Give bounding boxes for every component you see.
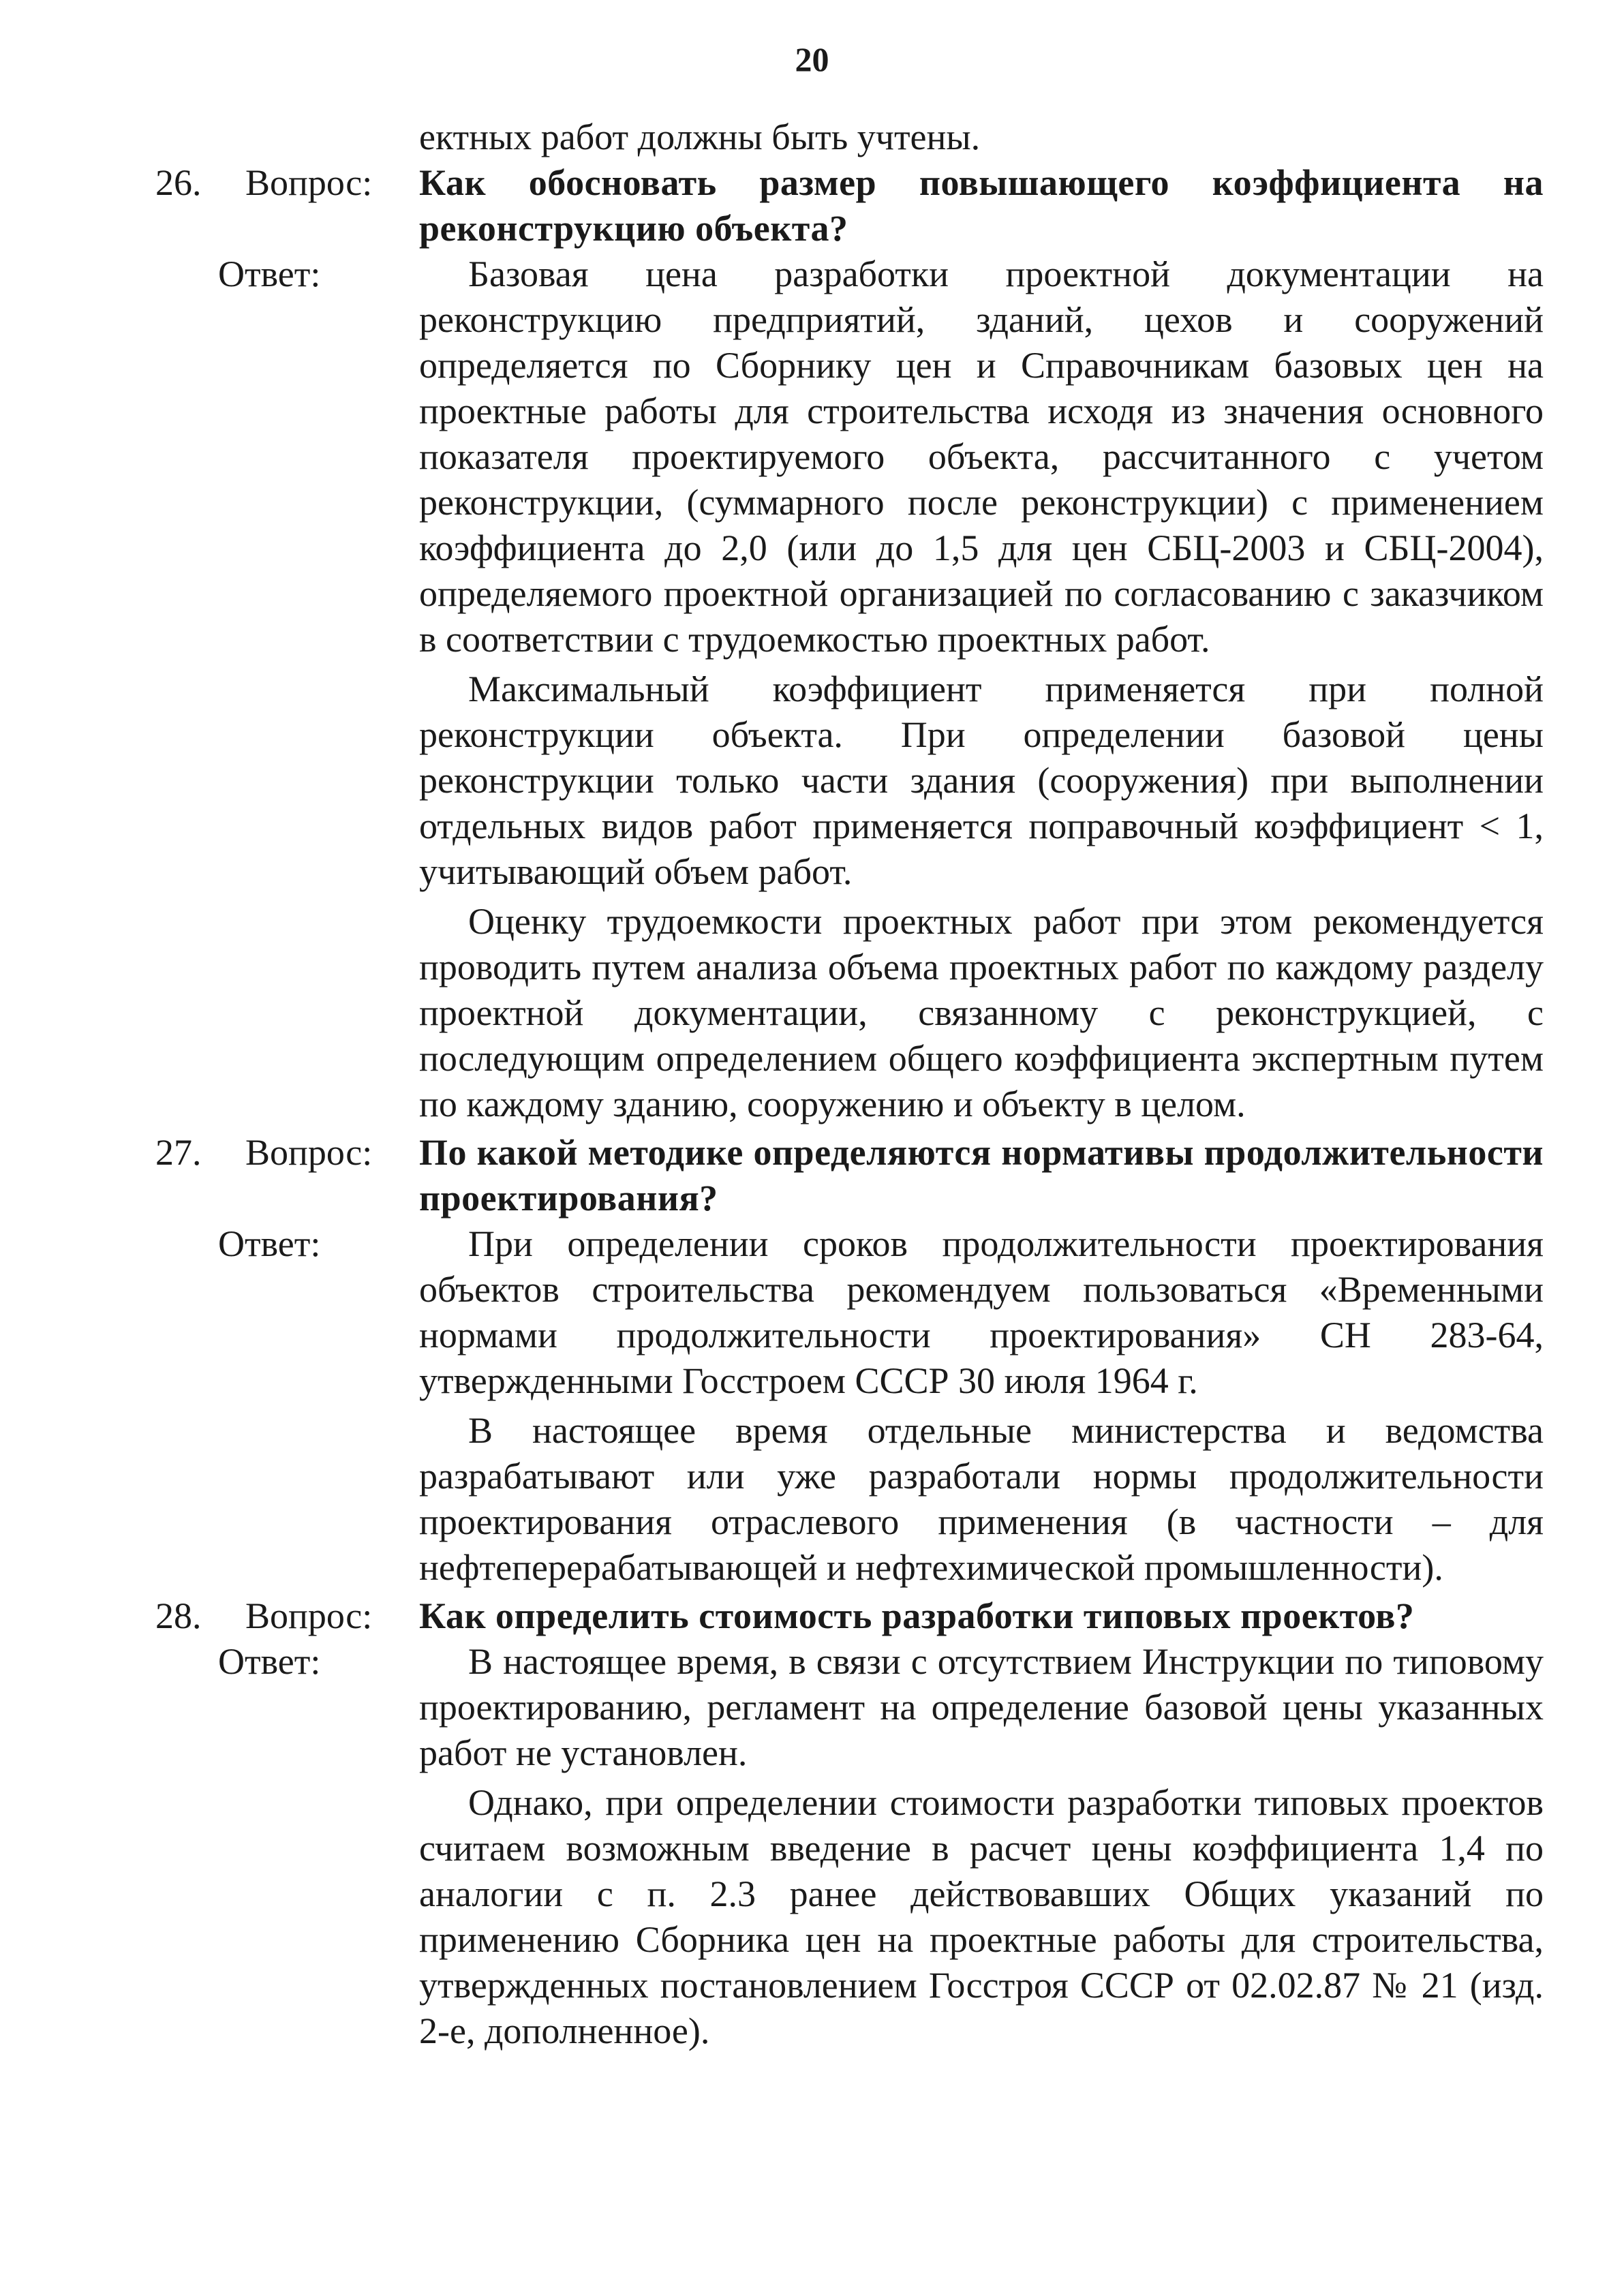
continuation-text: ектных работ должны быть учтены. — [419, 117, 981, 157]
document-body — [0, 114, 1624, 2054]
answer-26 — [0, 251, 1624, 1127]
question-number: 26. — [155, 162, 202, 203]
answer-paragraph: Однако, при определении стоимости разработки типовых проектов считаем возможным введение в расчет цены коэффициента 1,4 по аналогии с п. 2.3 ранее действовавших Общих указаний по применению Сборника цен на проектные работы для строительства, утвержденных постановлением Госстроя СССР от 02.02.87 № 21 (изд. 2-е, дополненное). — [419, 1782, 1544, 2051]
answer-paragraph: Оценку трудоемкости проектных работ при этом рекомендуется проводить путем анализа объема проектных работ по каждому разделу проектной документации, связанному с реконструкцией, с последующим определением общего коэффициента экспертным путем по каждому зданию, сооружению и объекту в целом. — [419, 901, 1544, 1124]
answer-paragraph: В настоящее время, в связи с отсутствием Инструкции по типовому проектированию, регламент на определение базовой цены указанных работ не установлен. — [419, 1641, 1544, 1773]
answer-28 — [0, 1639, 1624, 2054]
question-text: Как обосновать размер повышающего коэффициента на реконструкцию объекта? — [419, 162, 1544, 249]
question-text: Как определить стоимость разработки типовых проектов? — [419, 1595, 1415, 1636]
question-label: Вопрос: — [245, 162, 373, 203]
answer-label: Ответ: — [218, 1641, 321, 1682]
answer-paragraph: При определении сроков продолжительности проектирования объектов строительства рекомендуем пользоваться «Временными нормами продолжительности проектирования» СН 283-64, утвержденными Госстроем СССР 30 июля 1964 г. — [419, 1223, 1544, 1401]
question-label: Вопрос: — [245, 1132, 373, 1173]
answer-label: Ответ: — [218, 1223, 321, 1264]
answer-paragraph: Максимальный коэффициент применяется при полной реконструкции объекта. При определении базовой цены реконструкции только части здания (сооружения) при выполнении отдельных видов работ применяется поправочный коэффициент < 1, учитывающий объем работ. — [419, 669, 1544, 892]
question-text: По какой методике определяются нормативы продолжительности проектирования? — [419, 1132, 1544, 1219]
answer-label: Ответ: — [218, 254, 321, 294]
answer-paragraph: Базовая цена разработки проектной документации на реконструкцию предприятий, зданий, цехов и сооружений определяется по Сборнику цен и Справочникам базовых цен на проектные работы для строительства исходя из значения основного показателя проектируемого объекта, рассчитанного с учетом реконструкции, (суммарного после реконструкции) с применением коэффициента до 2,0 (или до 1,5 для цен СБЦ-2003 и СБЦ-2004), определяемого проектной организацией по согласованию с заказчиком в соответствии с трудоемкостью проектных работ. — [419, 254, 1544, 660]
question-26 — [0, 160, 1624, 251]
question-number: 28. — [155, 1595, 202, 1636]
answer-paragraph: В настоящее время отдельные министерства и ведомства разрабатывают или уже разработали нормы продолжительности проектирования отраслевого применения (в частности – для нефтеперерабатывающей и нефтехимической промышленности). — [419, 1410, 1544, 1588]
question-label: Вопрос: — [245, 1595, 373, 1636]
page-number: 20 — [795, 40, 829, 78]
question-28 — [0, 1593, 1624, 1639]
question-number: 27. — [155, 1132, 202, 1173]
continuation-line — [0, 114, 1624, 160]
question-27 — [0, 1130, 1624, 1221]
answer-27 — [0, 1221, 1624, 1591]
